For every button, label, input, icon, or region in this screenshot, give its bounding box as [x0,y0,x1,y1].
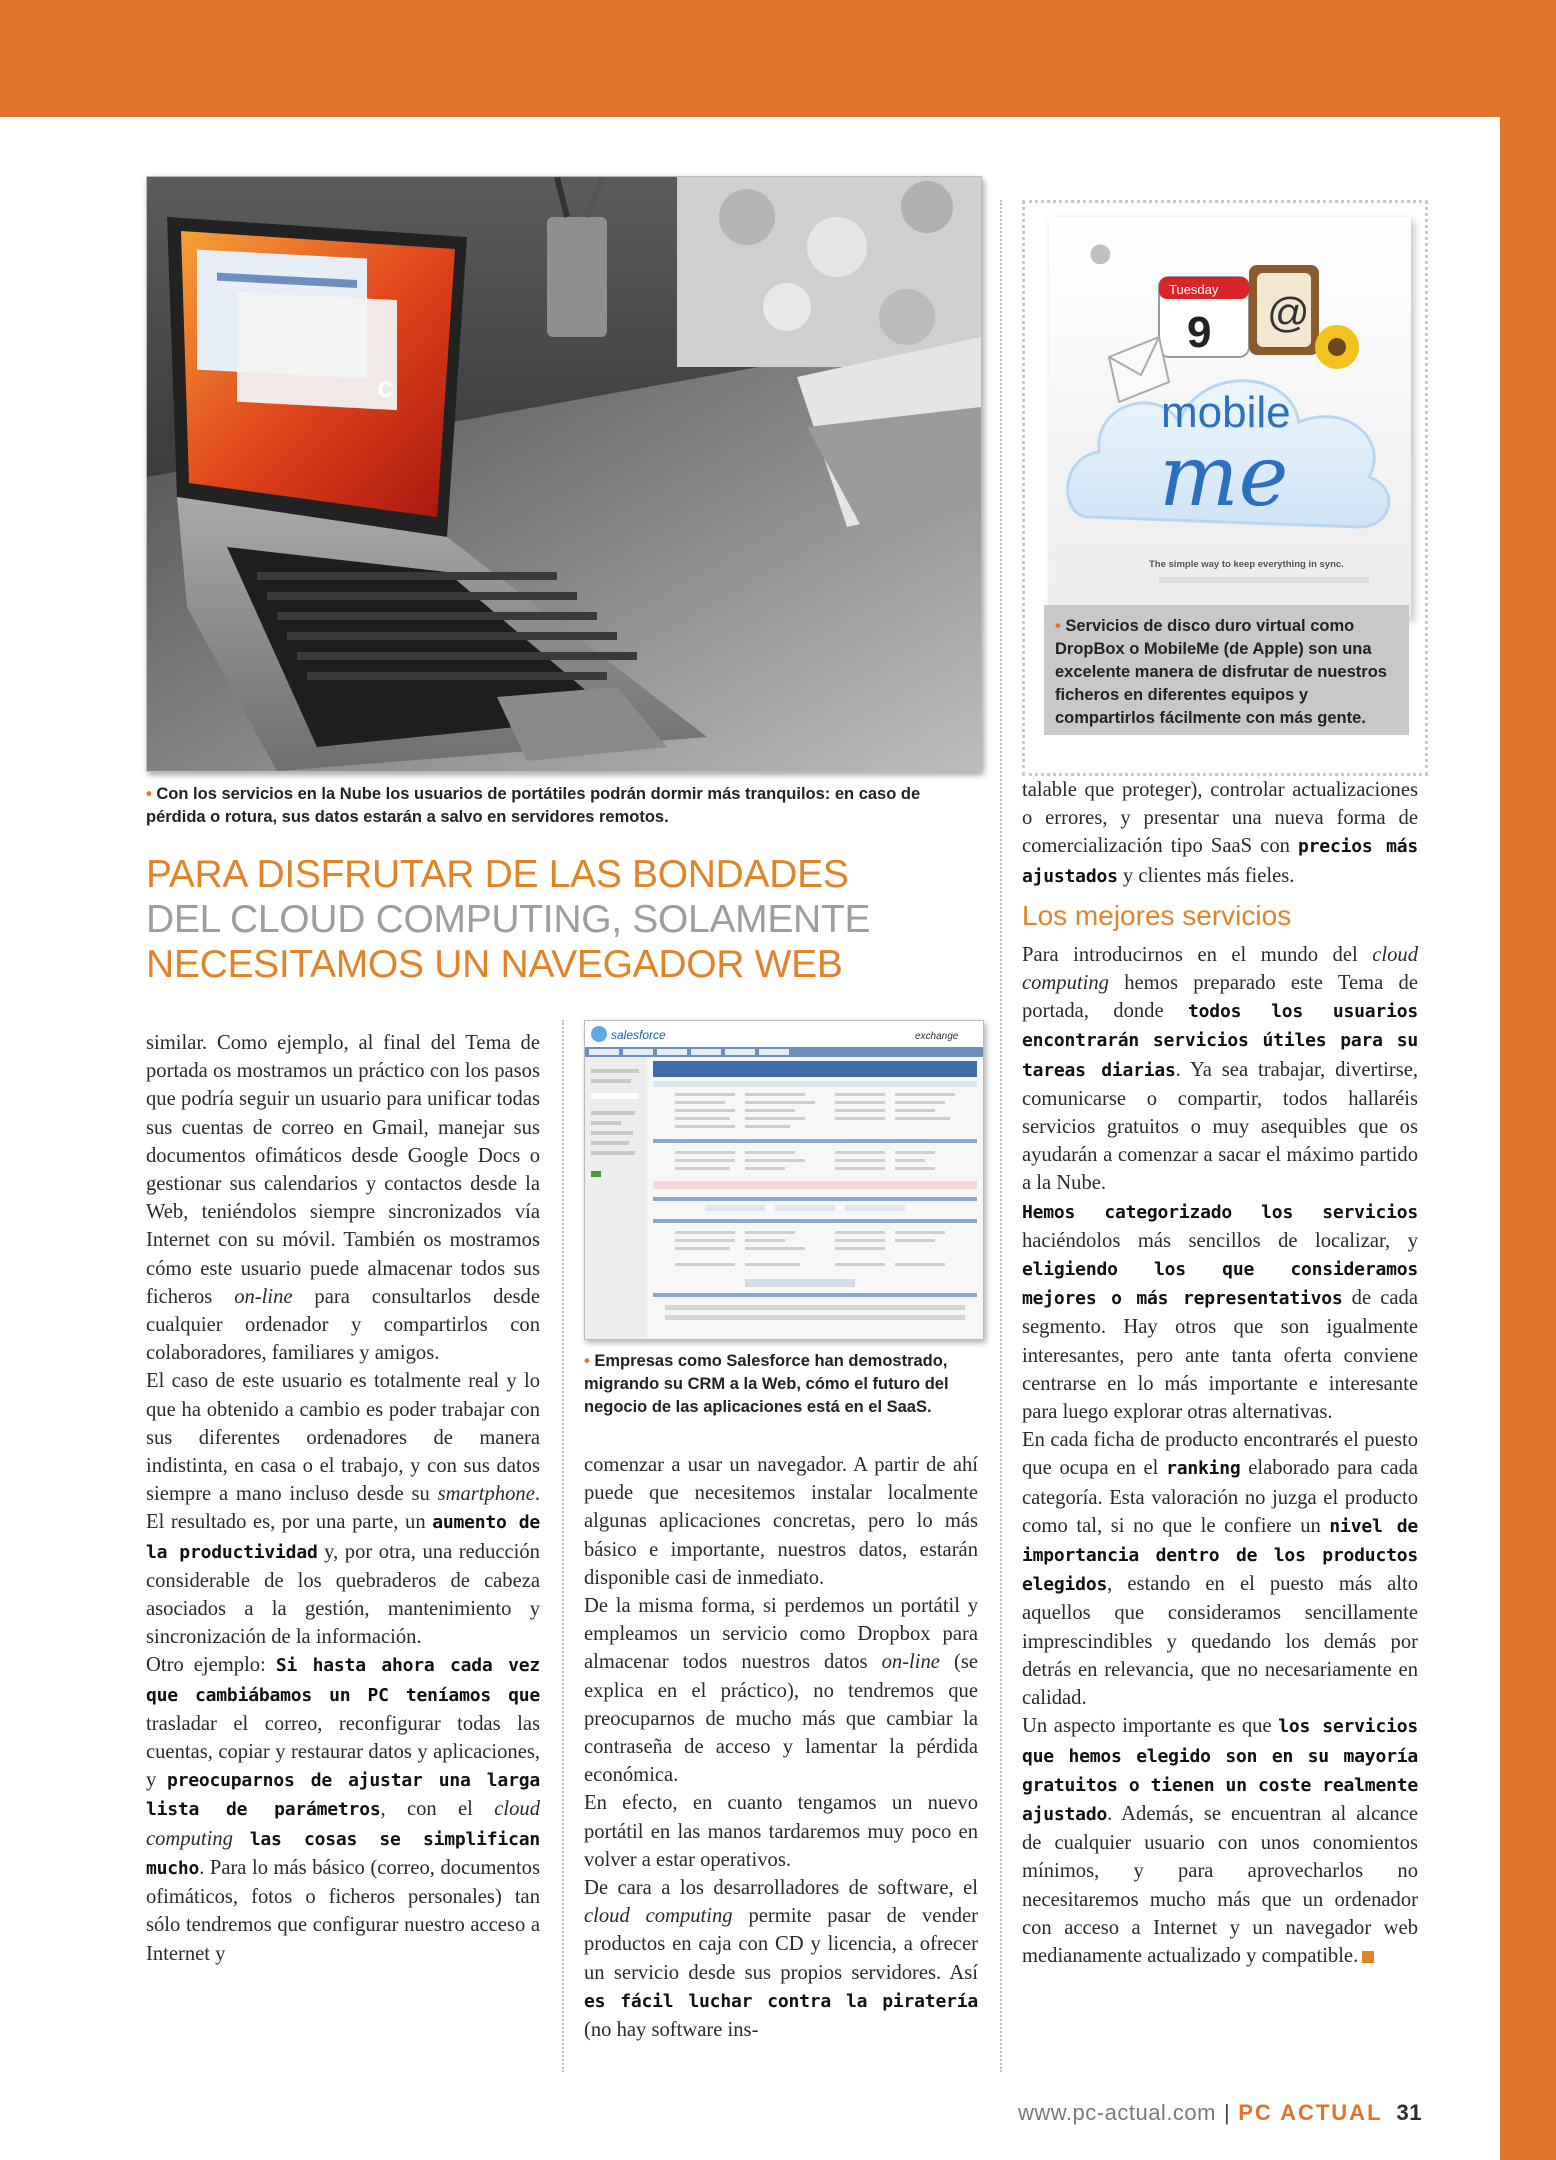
mobileme-product-box [1049,217,1411,617]
page-number: 31 [1396,2100,1422,2125]
col2-paragraph-2: De la misma forma, si perdemos un portátil y empleamos un servicio como Dropbox para almacenar todos nuestros datos on-line (se explica en el práctico), no tendremos que preocuparnos de mucho más que cambiar la contraseña de acceso y lamentar la pérdida económica. [584,1595,978,1787]
headline-line-1: PARA DISFRUTAR DE LAS BONDADES [146,853,849,896]
calendar-date-number: 9 [1187,308,1212,357]
body-column-3 [1022,776,1418,1970]
col2-paragraph-4: De cara a los desarrolladores de software, el cloud computing permite pasar de vender productos en caja con CD y licencia, a ofrecer un servicio desde sus propios servidores. Así es fácil luchar contra la piratería (no hay software ins- [584,1877,979,2042]
calendar-day-label: Tuesday [1169,282,1219,297]
mobileme-illustration [1049,217,1411,617]
body-column-2 [584,1451,978,2044]
footer-magazine-name: PC ACTUAL [1238,2100,1383,2125]
mobileme-caption-text: Servicios de disco duro virtual como DropBox o MobileMe (de Apple) son una excelente manera de disfrutar de nuestros ficheros en diferentes equipos y compartirlos fácilmente con más gente. [1055,617,1387,727]
exchange-logo-text: exchange [915,1031,959,1042]
mobile-word: mobile [1161,388,1291,437]
bullet-dot: • [584,1352,590,1370]
salesforce-caption-text: Empresas como Salesforce han demostrado, migrando su CRM a la Web, cómo el futuro del negocio de las aplicaciones está en el SaaS. [584,1352,949,1416]
at-sign-icon: @ [1267,289,1310,336]
headline-line-3: NECESITAMOS UN NAVEGADOR WEB [146,943,843,986]
headline-line-2: DEL CLOUD COMPUTING, SOLAMENTE [146,898,871,941]
end-of-article-square-icon [1362,1951,1374,1963]
page-headline [146,852,976,987]
column-divider-1 [562,1020,564,2072]
mobileme-sidebar-box [1022,200,1428,776]
mobileme-tagline: The simple way to keep everything in sync. [1149,559,1344,570]
laptop-caption [146,783,976,829]
laptop-photo [146,176,982,772]
col1-paragraph-1: similar. Como ejemplo, al final del Tema de portada os mostramos un práctico con los pasos que podría seguir un usuario para unificar todas sus cuentas de correo en Gmail, manejar sus documentos ofimáticos desde Google Docs o gestionar sus calendarios y contactos desde la Web, teniéndolos siempre sincronizados vía Internet con su móvil. También os mostramos cómo este usuario puede almacenar todos sus ficheros on-line para consultarlos desde cualquier ordenador y compartirlos con colaboradores, familiares y amigos. [146,1032,540,1365]
right-orange-band [1500,117,1556,2160]
col3-paragraph-3: Hemos categorizado los servicios haciéndolos más sencillos de localizar, y eligiendo los que consideramos mejores o más representativos de cada segmento. Hay otros que son igualmente interesantes, pero ante tanta oferta conviene centrarse en lo más importante e interesante para luego explorar otras alternativas. [1022,1201,1418,1424]
apple-logo-icon: ● [1089,238,1112,268]
body-column-1 [146,1029,540,1968]
column-divider-2 [1000,200,1002,2072]
bullet-dot: • [1055,617,1061,635]
page-footer [1018,2100,1422,2126]
salesforce-crm-illustration [585,1021,983,1339]
col1-paragraph-2: El caso de este usuario es totalmente real y lo que ha obtenido a cambio es poder trabajar con sus diferentes ordenadores de manera indistinta, en casa o el trabajo, y con sus datos siempre a mano incluso desde su smartphone. El resultado es, por una parte, un aumento de la productividad y, por otra, una reducción considerable de los quebraderos de cabeza asociados a la gestión, mantenimiento y sincronización de la información. [146,1370,541,1649]
col3-paragraph-1: talable que proteger), controlar actualizaciones o errores, y presentar una nueva forma de comercialización tipo SaaS con precios más ajustados y clientes más fieles. [1022,779,1418,887]
col3-paragraph-5: Un aspecto importante es que los servicios que hemos elegido son en su mayoría gratuitos o tienen un coste realmente ajustado. Además, se encuentran al alcance de cualquier usuario con unos conomientos mínimos, y para aprovecharlos no necesitaremos mucho más que un ordenador con acceso a Internet y un navegador web medianamente actualizado y compatible. [1022,1715,1418,1967]
laptop-illustration [147,177,981,771]
mobileme-caption [1055,615,1405,730]
section-subheading: Los mejores servicios [1022,899,1292,931]
col2-paragraph-1: comenzar a usar un navegador. A partir de ahí puede que necesitemos instalar localmente algunas aplicaciones concretas, pero lo más básico e importante, nuestros datos, estarán disponible casi de inmediato. [584,1454,978,1589]
footer-url: www.pc-actual.com [1017,2100,1216,2125]
top-orange-band [0,0,1556,117]
bullet-dot: • [146,785,152,803]
col3-paragraph-4: En cada ficha de producto encontrarés el puesto que ocupa en el ranking elaborado para cada categoría. Esta valoración no juzga el producto como tal, si no que le confiere un nivel de importancia dentro de los productos elegidos, estando en el puesto más alto aquellos que consideramos sencillamente imprescindibles y quedando los demás por detrás en relevancia, que no necesariamente en calidad. [1022,1429,1419,1710]
me-word: me [1159,427,1289,525]
salesforce-screenshot [584,1020,984,1340]
salesforce-logo-text: salesforce [611,1028,666,1042]
salesforce-caption [584,1350,984,1419]
col3-paragraph-2: Para introducirnos en el mundo del cloud computing hemos preparado este Tema de portada, donde todos los usuarios encontrarán servicios útiles para su tareas diarias. Ya sea trabajar, divertirse, comunicarse o compartir, todos hallaréis servicios gratuitos o muy asequibles que os ayudarán a comenzar a sacar el máximo partido a la Nube. [1022,943,1419,1195]
col1-paragraph-3: Otro ejemplo: Si hasta ahora cada vez que cambiábamos un PC teníamos que trasladar el correo, reconfigurar todas las cuentas, copiar y restaurar datos y aplicaciones, y preocuparnos de ajustar una larga lista de parámetros, con el cloud computing las cosas se simplifican mucho. Para lo más básico (correo, documentos ofimáticos, fotos o ficheros personales) tan sólo tendremos que configurar nuestro acceso a Internet y [146,1654,541,1965]
footer-separator: | [1224,2100,1231,2125]
laptop-caption-text: Con los servicios en la Nube los usuarios de portátiles podrán dormir más tranquilos: en caso de pérdida o rotura, sus datos estarán a salvo en servidores remotos. [146,785,921,826]
col2-paragraph-3: En efecto, en cuanto tengamos un nuevo portátil en las manos tardaremos muy poco en volver a estar operativos. [584,1792,978,1871]
svg-text:c: c [377,371,394,404]
